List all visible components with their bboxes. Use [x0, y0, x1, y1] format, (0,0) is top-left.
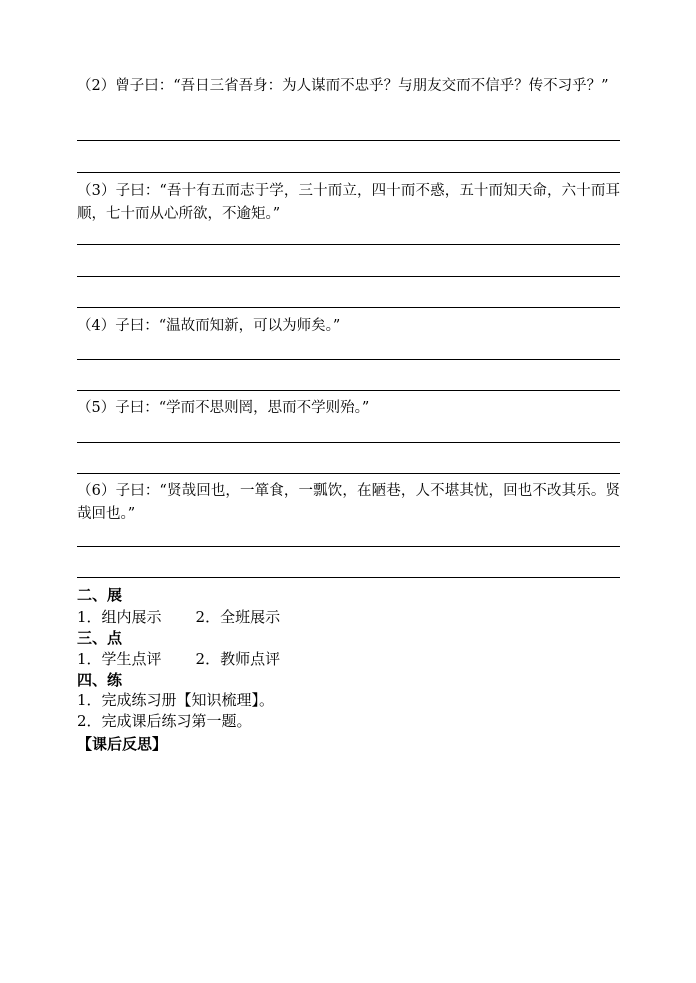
- answer-line: [77, 140, 620, 141]
- question-3: （3）子曰：“吾十有五而志于学，三十而立，四十而不惑，五十而知天命，六十而耳顺，七十而从心所欲，不逾矩。”: [77, 183, 620, 222]
- list-item: 1．组内展示: [77, 608, 162, 626]
- question-5: （5）子曰：“学而不思则罔，思而不学则殆。”: [77, 400, 370, 416]
- section-lian-heading: 四、练: [77, 671, 123, 689]
- reflection-heading: 【课后反思】: [77, 735, 168, 753]
- answer-line: [77, 244, 620, 245]
- section-zhan-heading: 二、展: [77, 586, 123, 604]
- section-dian-items: [77, 649, 280, 669]
- answer-line: [77, 276, 620, 277]
- answer-line: [77, 390, 620, 391]
- answer-line: [77, 546, 620, 547]
- list-item: 1．学生点评: [77, 650, 162, 668]
- answer-line: [77, 442, 620, 443]
- answer-line: [77, 473, 620, 474]
- question-2: （2）曾子曰：“吾日三省吾身：为人谋而不忠乎？与朋友交而不信乎？传不习乎？”: [77, 78, 609, 94]
- list-item: 2．教师点评: [195, 650, 281, 668]
- question-6: （6）子曰：“贤哉回也，一箪食，一瓢饮，在陋巷，人不堪其忧，回也不改其乐。贤哉回也。”: [77, 483, 620, 522]
- question-4: （4）子曰：“温故而知新，可以为师矣。”: [77, 318, 341, 334]
- answer-line: [77, 359, 620, 360]
- section-dian-heading: 三、点: [77, 629, 123, 647]
- list-item: 1．完成练习册【知识梳理】。: [77, 691, 275, 709]
- list-item: 2．全班展示: [195, 608, 281, 626]
- answer-line: [77, 307, 620, 308]
- section-zhan-items: [77, 607, 280, 627]
- list-item: 2．完成课后练习第一题。: [77, 712, 252, 730]
- answer-line: [77, 577, 620, 578]
- answer-line: [77, 172, 620, 173]
